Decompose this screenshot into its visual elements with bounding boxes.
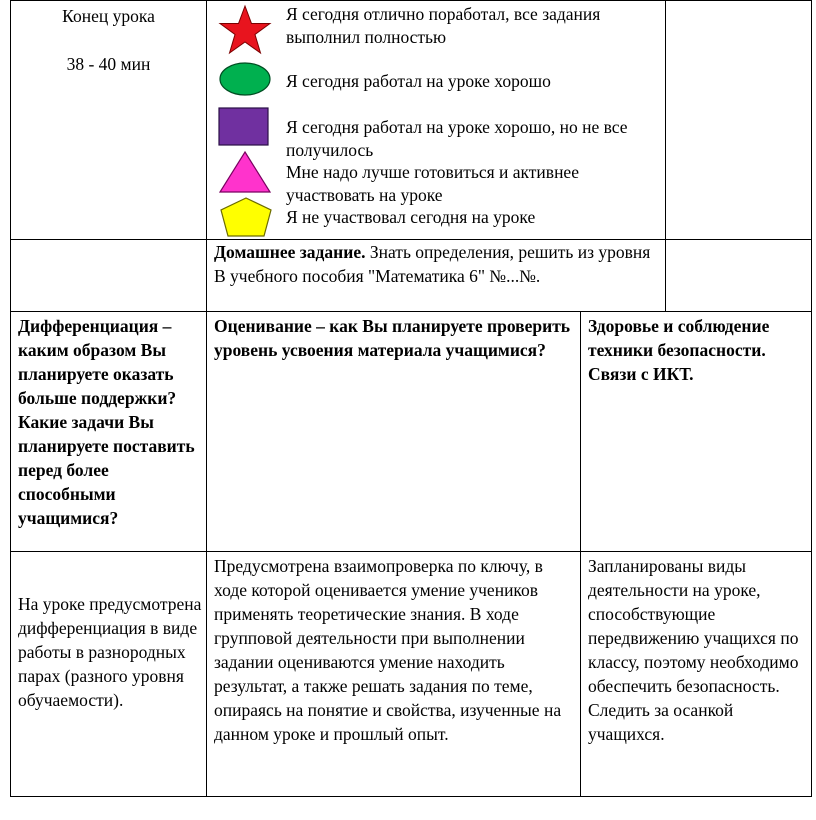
- time-cell: [11, 4, 206, 76]
- table-border-left: [10, 0, 11, 797]
- homework-text: Знать определения, решить из уровня В учебного пособия "Математика 6" №...№.: [214, 242, 651, 286]
- table-border-top: [10, 0, 812, 1]
- table-row-divider-1: [10, 239, 812, 240]
- reflection-text-2: Я сегодня работал на уроке хорошо: [286, 71, 551, 91]
- table-col-divider-1: [206, 0, 207, 797]
- table-row-divider-3: [10, 551, 812, 552]
- table-col-divider-2-bottom: [580, 311, 581, 797]
- time-label: Конец урока: [62, 6, 155, 26]
- health-question: Здоровье и соблюдение техники безопасности. Связи с ИКТ.: [588, 316, 770, 384]
- yellow-pentagon-icon: [218, 196, 274, 238]
- assessment-question: Оценивание – как Вы планируете проверить уровень усвоения материала учащимися?: [214, 316, 571, 360]
- table-border-bottom: [10, 796, 812, 797]
- differentiation-question: Дифференциация – каким образом Вы планируете оказать больше поддержки? Какие задачи Вы планируете поставить перед более способными учащимися?: [18, 316, 195, 528]
- red-star-icon: [218, 4, 272, 56]
- table-row-divider-2: [10, 311, 812, 312]
- pink-triangle-icon: [218, 150, 272, 194]
- table-col-divider-2-top: [665, 0, 666, 311]
- time-value: 38 - 40 мин: [66, 54, 151, 74]
- differentiation-answer: На уроке предусмотрена дифференциация в виде работы в разнородных парах (разного уровня обучаемости).: [18, 594, 202, 710]
- table-border-right: [811, 0, 812, 797]
- reflection-text-1: Я сегодня отлично поработал, все задания выполнил полностью: [286, 4, 601, 47]
- purple-rectangle-icon: [218, 107, 270, 147]
- homework-label: Домашнее задание.: [214, 242, 366, 262]
- homework-cell: [214, 241, 658, 288]
- reflection-text-3: Я сегодня работал на уроке хорошо, но не все получилось: [286, 117, 628, 160]
- assessment-answer: Предусмотрена взаимопроверка по ключу, в ходе которой оценивается умение учеников применять теоретические знания. В ходе групповой деятельности при выполнении задании оцениваются умение находить результат, а также решать задания по теме, опираясь на понятие и свойства, изученные на данном уроке и прошлый опыт.: [214, 556, 562, 744]
- green-ellipse-icon: [218, 60, 272, 98]
- health-answer: Запланированы виды деятельности на уроке, способствующие передвижению учащихся по классу, поэтому необходимо обеспечить безопасность. Следить за осанкой учащихся.: [588, 556, 799, 744]
- reflection-text-5: Я не участвовал сегодня на уроке: [286, 207, 536, 227]
- reflection-text-4: Мне надо лучше готовиться и активнее участвовать на уроке: [286, 162, 579, 205]
